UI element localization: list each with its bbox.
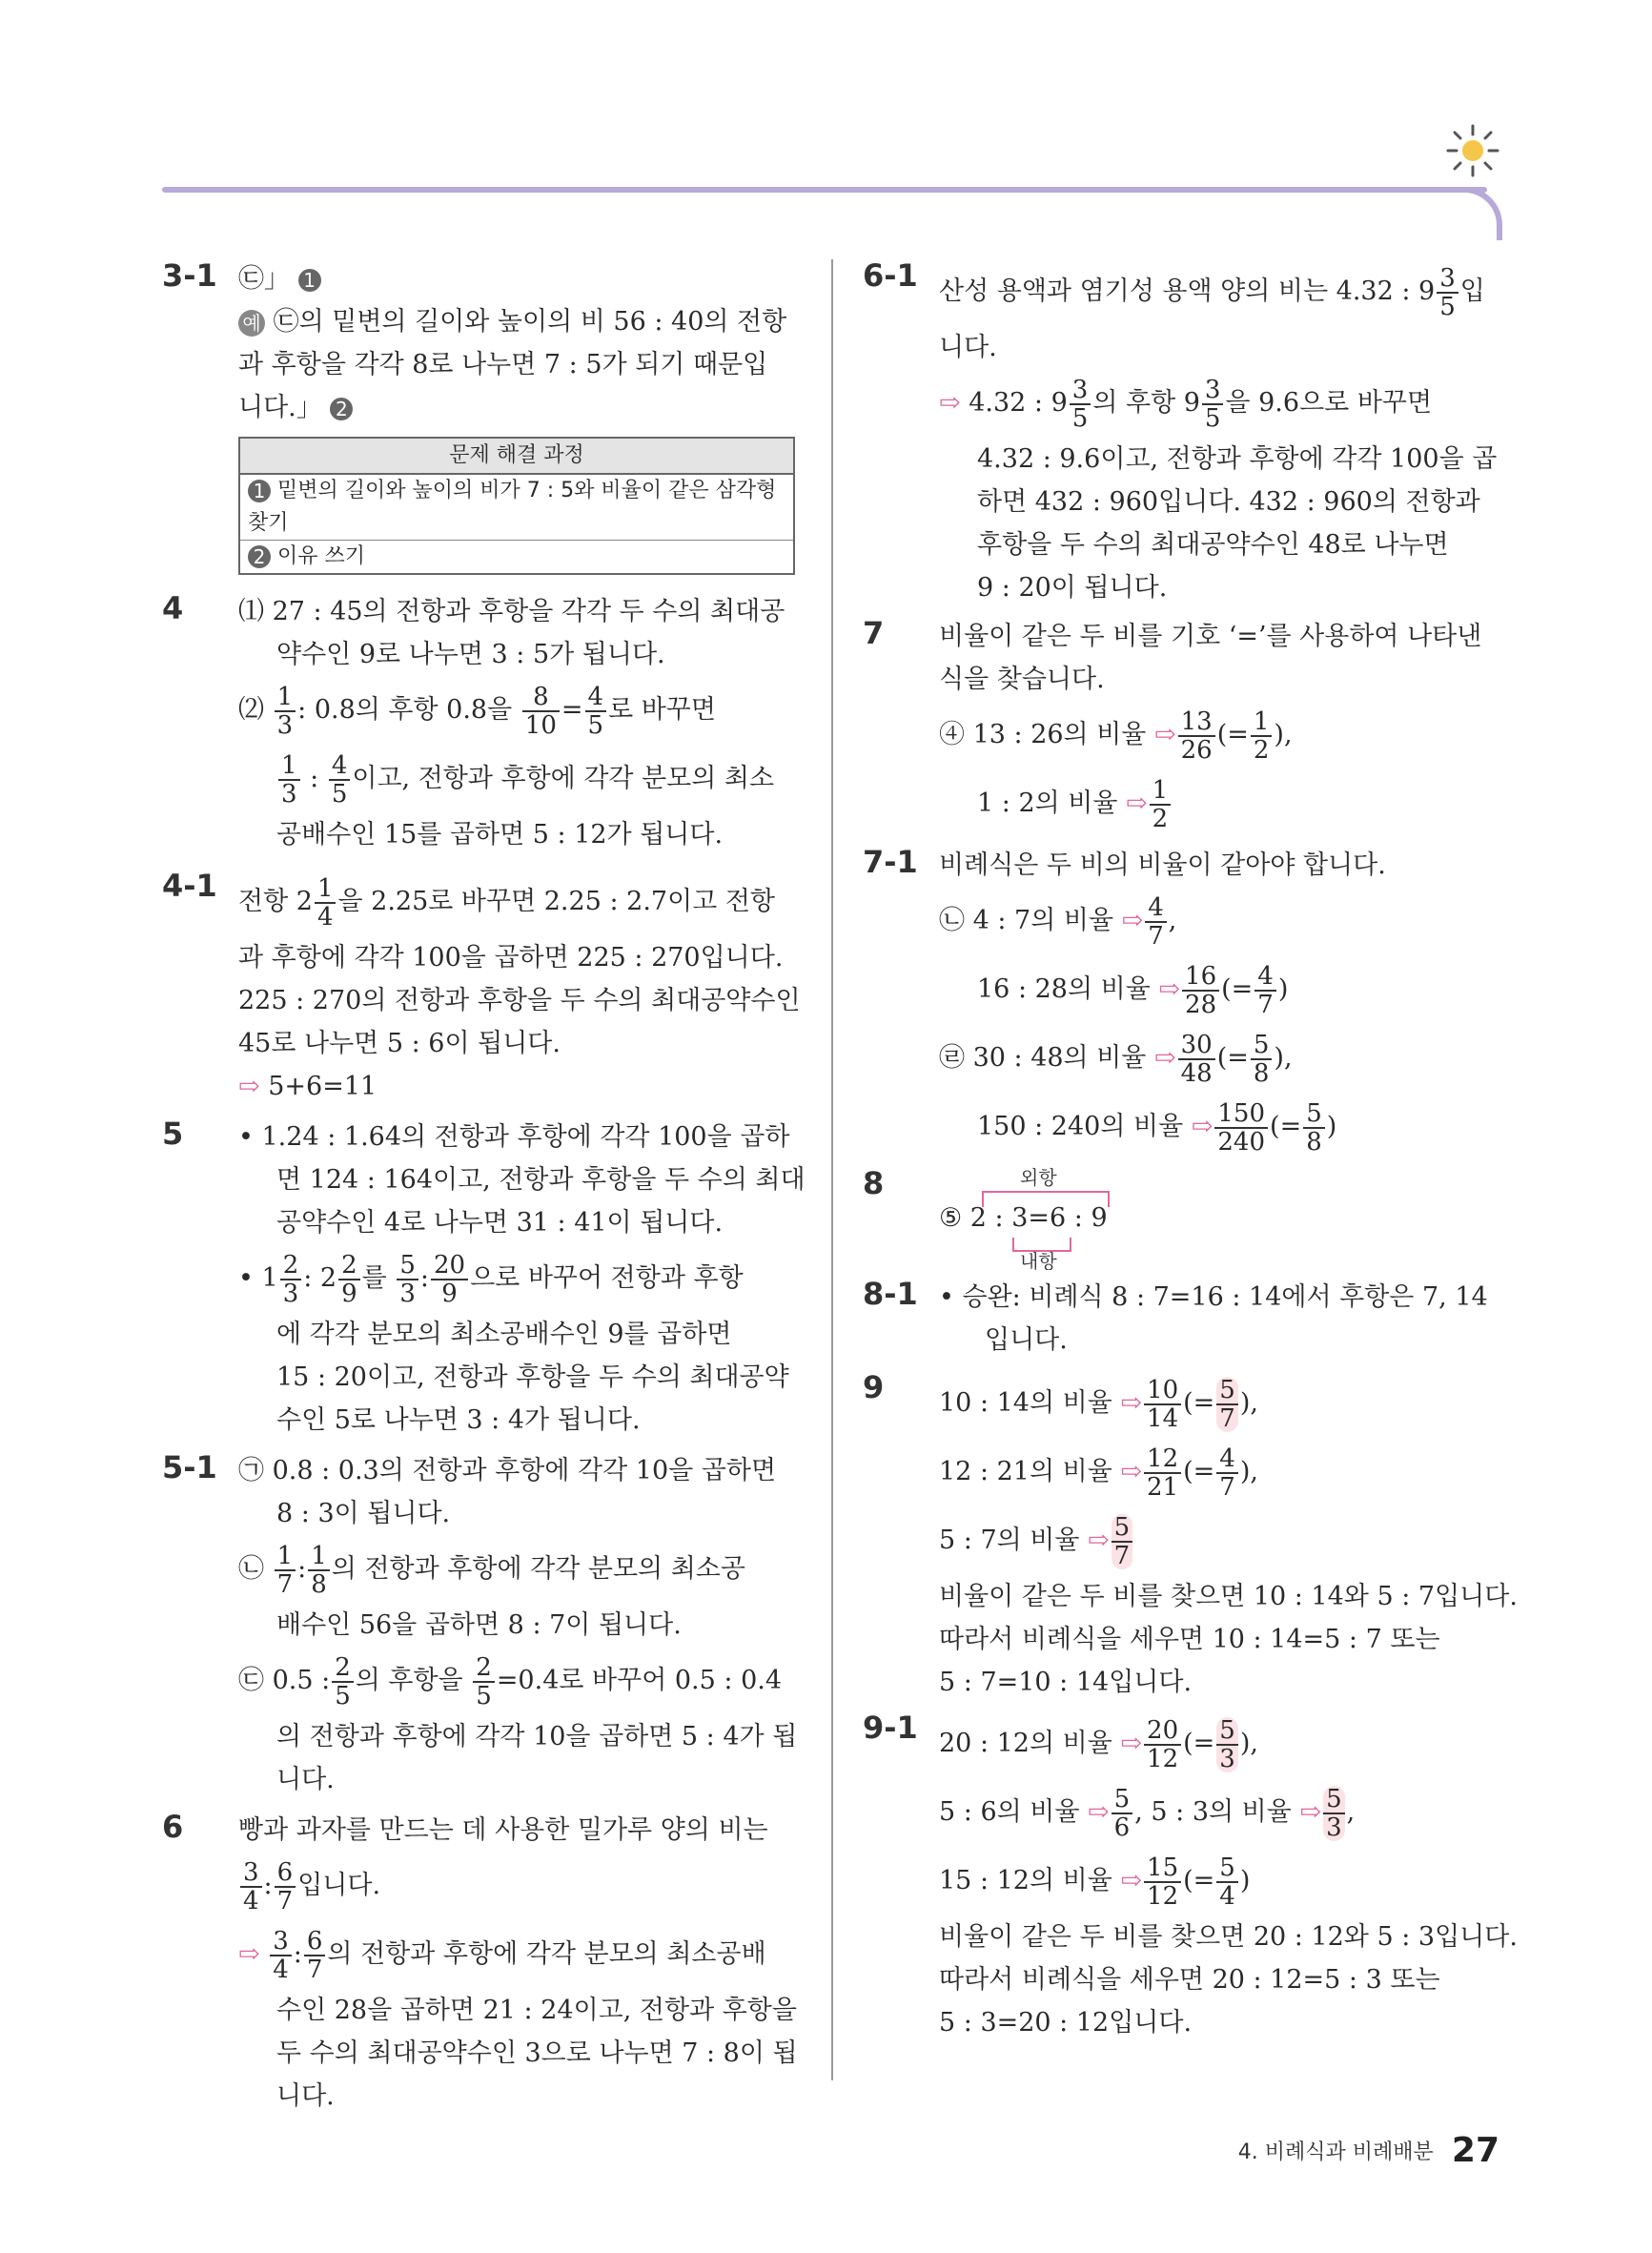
fraction: [1144, 1854, 1181, 1910]
text-line: 과 후항에 각각 100을 곱하면 225 : 270입니다.: [238, 943, 784, 973]
text-span: ,: [1346, 1797, 1356, 1827]
ratio-diagram: [939, 1165, 1501, 1270]
numerator: 1: [1251, 708, 1273, 737]
numerator: 5: [1251, 1032, 1273, 1060]
numerator: 5: [1112, 1514, 1133, 1543]
box-row: [240, 541, 793, 573]
numerator: 1: [1150, 777, 1172, 806]
text-span: ),: [1239, 1457, 1258, 1486]
text-span: ): [1239, 1866, 1251, 1895]
page-footer: [1238, 2131, 1499, 2170]
text-span: :: [419, 1263, 429, 1293]
step-marker-2: 2: [330, 398, 353, 420]
denominator: 26: [1180, 735, 1213, 765]
numerator: 16: [1182, 963, 1219, 992]
text-span: : 0.8의 후항 0.8을: [297, 695, 513, 725]
numerator: 4: [1145, 894, 1167, 923]
denominator: 10: [524, 710, 557, 740]
text-line: 식을 찾습니다.: [939, 665, 1105, 694]
denominator: 5: [587, 710, 604, 740]
numerator: 5: [1216, 1377, 1238, 1405]
numerator: 4: [1216, 1445, 1238, 1474]
problem-number: 6: [162, 1809, 184, 1845]
denominator: 8: [1253, 1058, 1270, 1088]
arrow-icon: ⇨: [1120, 1457, 1143, 1486]
denominator: 5: [476, 1681, 492, 1710]
text-line: 과 후항을 각각 8로 나누면 7 : 5가 되기 때문입: [238, 350, 768, 379]
text-span: 으로 바꾸어 전항과 후항: [470, 1263, 744, 1293]
text-span: ): [1326, 1112, 1337, 1141]
numerator: 4: [1254, 963, 1276, 992]
denominator: 21: [1147, 1472, 1179, 1502]
problem-number: 5-1: [162, 1449, 217, 1485]
step-marker-1: 1: [248, 480, 271, 502]
fraction: [240, 1859, 262, 1915]
text-span: ),: [1239, 1388, 1258, 1418]
numerator: 4: [329, 752, 351, 781]
problem-number: 3-1: [162, 257, 217, 294]
numerator: 13: [1178, 708, 1215, 737]
fraction: [1251, 708, 1273, 764]
denominator: 3: [399, 1279, 416, 1308]
example-badge: 예: [238, 310, 265, 337]
text-span: 의 전항과 후항에 각각 분모의 최소공배: [327, 1939, 766, 1969]
fraction: [473, 1654, 495, 1710]
text-span: ): [1277, 974, 1289, 1004]
numerator: 10: [1144, 1377, 1181, 1405]
denominator: 12: [1147, 1744, 1179, 1773]
numerator: 12: [1144, 1445, 1181, 1474]
text-line: • 1.24 : 1.64의 전항과 후항에 각각 100을 곱하: [238, 1122, 790, 1152]
problem-3-1: [162, 257, 801, 575]
numerator: 1: [275, 684, 296, 712]
text-line: 수인 28을 곱하면 21 : 24이고, 전항과 후항을: [276, 1996, 797, 2025]
denominator: 2: [1152, 804, 1169, 833]
denominator: 7: [1257, 990, 1274, 1019]
denominator: 12: [1147, 1881, 1179, 1911]
numerator: 20: [431, 1252, 468, 1280]
text-span: 10 : 14의 비율: [939, 1388, 1112, 1418]
text-line: 비율이 같은 두 비를 기호 ‘=’를 사용하여 나타낸: [939, 622, 1482, 651]
text-line: 수인 5로 나누면 3 : 4가 됩니다.: [276, 1405, 641, 1435]
denominator: 14: [1147, 1403, 1179, 1433]
text-line: ㉢의 밑변의 길이와 높이의 비 56 : 40의 전항: [273, 307, 787, 337]
denominator: 7: [1113, 1541, 1131, 1570]
text-line: 니다.」: [238, 393, 322, 422]
inner-label: 내항: [1020, 1250, 1057, 1270]
fraction: [1216, 1854, 1238, 1910]
problem-number: 6-1: [863, 257, 918, 294]
fraction: [1144, 1445, 1181, 1501]
fraction: [1216, 1445, 1238, 1501]
arrow-icon: ⇨: [1120, 1729, 1143, 1758]
numerator: 3: [1437, 265, 1458, 294]
numerator: 1: [275, 1543, 296, 1571]
fraction: [275, 1859, 296, 1915]
denominator: 7: [1148, 921, 1164, 951]
chapter-title: 4. 비례식과 비례배분: [1237, 2140, 1434, 2164]
denominator: 5: [335, 1681, 351, 1710]
denominator: 3: [1219, 1744, 1235, 1773]
fraction: [1214, 1100, 1268, 1156]
denominator: 48: [1180, 1058, 1213, 1088]
text-line: 입니다.: [985, 1325, 1068, 1355]
denominator: 6: [1113, 1813, 1131, 1842]
arrow-icon: ⇨: [1088, 1797, 1110, 1827]
denominator: 4: [1219, 1881, 1235, 1911]
text-span: 로 바꾸면: [608, 695, 716, 725]
arrow-icon: ⇨: [1153, 1043, 1176, 1073]
text-span: 5 : 6의 비율: [939, 1797, 1080, 1827]
text-span: (=: [1183, 1388, 1215, 1418]
arrow-icon: ⇨: [1299, 1797, 1322, 1827]
text-line: 후항을 두 수의 최대공약수인 48로 나누면: [977, 530, 1449, 560]
denominator: 7: [306, 1955, 323, 1984]
numerator: 3: [1070, 377, 1091, 405]
text-span: 을 9.6으로 바꾸면: [1225, 388, 1433, 418]
numerator: 30: [1178, 1032, 1215, 1060]
fraction: [1251, 1032, 1273, 1087]
numerator: 5: [1323, 1786, 1345, 1814]
denominator: 7: [1219, 1472, 1235, 1502]
text-span: 의 후항을: [355, 1666, 463, 1695]
problem-5: [162, 1116, 806, 1442]
problem-number: 7-1: [863, 844, 918, 880]
denominator: 5: [1439, 292, 1456, 321]
text-span: 이고, 전항과 후항에 각각 분모의 최소: [352, 764, 775, 793]
problem-number: 4: [162, 590, 184, 626]
text-span: (=: [1183, 1729, 1215, 1758]
fraction: [329, 752, 351, 808]
text-line: 니다.: [276, 2081, 335, 2111]
fraction: [1437, 265, 1458, 320]
text-span: 15 : 12의 비율: [939, 1866, 1112, 1895]
problem-7: [863, 615, 1501, 838]
text-span: ㉡: [238, 1554, 264, 1584]
fraction: [332, 1654, 354, 1710]
text-line: 공약수인 4로 나누면 31 : 41이 됩니다.: [276, 1208, 724, 1238]
text-line: 45로 나누면 5 : 6이 됩니다.: [238, 1029, 561, 1058]
arrow-icon: ⇨: [238, 1072, 260, 1101]
text-span: ,: [1168, 906, 1177, 935]
numerator: 5: [1303, 1100, 1325, 1129]
fraction: [1254, 963, 1276, 1018]
problem-5-1: [162, 1449, 801, 1801]
text-span: ),: [1274, 1043, 1293, 1073]
highlighted-fraction: [1216, 1377, 1238, 1432]
fraction: [1182, 963, 1219, 1018]
numerator: 3: [240, 1859, 262, 1888]
problem-8: [863, 1165, 1501, 1270]
text-span: 1 : 2의 비율: [977, 789, 1118, 818]
numerator: 5: [1216, 1717, 1238, 1746]
fraction: [315, 875, 337, 931]
text-span: (=: [1221, 974, 1254, 1004]
text-span: 를: [361, 1263, 387, 1293]
text-line: • 승완: 비례식 8 : 7=16 : 14에서 후항은 7, 14: [939, 1282, 1488, 1312]
fraction: [1144, 1717, 1181, 1772]
numerator: 8: [522, 684, 560, 712]
text-span: 입니다.: [297, 1871, 381, 1900]
left-column: [162, 257, 806, 2118]
problem-6: [162, 1809, 801, 2118]
denominator: 5: [331, 779, 348, 809]
box-row-text: 밑변의 길이와 높이의 비가 7 : 5와 비율이 같은 삼각형 찾기: [248, 479, 777, 535]
denominator: 3: [1326, 1813, 1342, 1842]
problem-number: 4-1: [162, 868, 217, 904]
text-line: 따라서 비례식을 세우면 20 : 12=5 : 3 또는: [939, 1965, 1440, 1995]
text-span: 입: [1459, 277, 1485, 306]
numerator: 150: [1214, 1100, 1268, 1129]
text-span: =: [561, 695, 583, 725]
text-span: ),: [1274, 720, 1293, 749]
text-span: (=: [1183, 1457, 1215, 1486]
numerator: 20: [1144, 1717, 1181, 1746]
box-title: 문제 해결 과정: [240, 439, 793, 475]
problem-number: 9-1: [863, 1710, 918, 1746]
text-span: ),: [1239, 1729, 1258, 1758]
text-line: 니다.: [939, 333, 997, 362]
denominator: 8: [1306, 1127, 1322, 1157]
text-line: 니다.: [276, 1765, 335, 1794]
fraction: [431, 1252, 468, 1307]
denominator: 7: [276, 1886, 294, 1915]
fraction: [338, 1252, 360, 1307]
box-row-text: 이유 쓰기: [277, 544, 366, 568]
header-rule: [162, 187, 1487, 193]
numerator: 6: [304, 1928, 326, 1956]
problem-8-1: [863, 1276, 1501, 1362]
text-line: 두 수의 최대공약수인 3으로 나누면 7 : 8이 됩: [276, 2038, 798, 2068]
problem-7-1: [863, 844, 1501, 1161]
text-line: 비율이 같은 두 비를 찾으면 20 : 12와 5 : 3입니다.: [939, 1922, 1518, 1952]
text-span: • 1: [238, 1263, 278, 1293]
text-line: 빵과 과자를 만드는 데 사용한 밀가루 양의 비는: [238, 1815, 768, 1845]
denominator: 3: [281, 779, 297, 809]
fraction: [304, 1928, 326, 1983]
text-line: 하면 432 : 960입니다. 432 : 960의 전항과: [977, 487, 1480, 517]
fraction: [270, 1928, 292, 1983]
text-line: 8 : 3이 됩니다.: [276, 1499, 451, 1528]
denominator: 4: [273, 1955, 289, 1984]
text-span: (=: [1216, 720, 1249, 749]
solution-process-box: [238, 437, 795, 575]
column-divider: [831, 259, 833, 2080]
numerator: 4: [585, 684, 607, 712]
denominator: 9: [441, 1279, 458, 1308]
numerator: 15: [1144, 1854, 1181, 1883]
text-span: 20 : 12의 비율: [939, 1729, 1112, 1758]
fraction: [1145, 894, 1167, 950]
denominator: 4: [316, 902, 334, 932]
text-line: 15 : 20이고, 전항과 후항을 두 수의 최대공약: [276, 1362, 789, 1392]
arrow-icon: ⇨: [1121, 906, 1144, 935]
numerator: 2: [473, 1654, 495, 1683]
text-span: , 5 : 3의 비율: [1134, 1797, 1292, 1827]
fraction: [1070, 377, 1091, 432]
step-marker-1: 1: [298, 269, 321, 292]
text-line: 배수인 56을 곱하면 8 : 7이 됩니다.: [276, 1610, 682, 1640]
numerator: 3: [270, 1928, 292, 1956]
numerator: 1: [308, 1543, 330, 1571]
fraction: [275, 684, 296, 739]
text-line: 약수인 9로 나누면 3 : 5가 됩니다.: [276, 640, 665, 669]
text-line: 공배수인 15를 곱하면 5 : 12가 됩니다.: [276, 820, 724, 850]
numerator: 5: [1216, 1854, 1238, 1883]
numerator: 5: [1112, 1786, 1133, 1814]
fraction: [1150, 777, 1172, 832]
problem-number: 5: [162, 1116, 184, 1152]
denominator: 5: [1204, 403, 1221, 433]
sun-icon: [1444, 122, 1501, 179]
numerator: 3: [1202, 377, 1224, 405]
text-span: 5 : 7의 비율: [939, 1526, 1080, 1555]
text-span: :: [293, 1939, 302, 1969]
highlighted-fraction: [1216, 1717, 1238, 1772]
problem-4: 4 ⑴ 27 : 45의 전항과 후항을 각각 두 수의 최대공 약수인 9로 나누면 3 : 5가 됩니다. ⑵ $\frac{1}{3}$ : 0.8의 후항 0.8을 $\frac{8}{10}$ = $\frac{4}{5}$ 로 바꾸면 $\frac{1}{3}$ : $\frac{4}{5}$ 이고, 전항과 후항에 각각 분모의 최소 공배수인 15를 곱하면 5 : 12가 됩니다.: [162, 590, 801, 856]
denominator: 9: [341, 1279, 357, 1308]
text-span: :: [263, 1871, 273, 1900]
text-span: 150 : 240의 비율: [977, 1112, 1184, 1141]
text-line: 따라서 비례식을 세우면 10 : 14=5 : 7 또는: [939, 1625, 1440, 1654]
problem-number: 8: [863, 1165, 885, 1201]
problem-6-1: [863, 257, 1501, 609]
denominator: 240: [1217, 1127, 1266, 1157]
text-span: : 2: [303, 1263, 337, 1293]
fraction: [1303, 1100, 1325, 1156]
text-span: 16 : 28의 비율: [977, 974, 1151, 1004]
arrow-icon: ⇨: [1153, 720, 1176, 749]
arrow-icon: ⇨: [1088, 1526, 1110, 1555]
problem-number: 9: [863, 1369, 885, 1405]
text-span: 12 : 21의 비율: [939, 1457, 1112, 1486]
fraction: [1144, 1377, 1181, 1432]
text-span: ㉡ 4 : 7의 비율: [939, 906, 1114, 935]
text-line: 에 각각 분모의 최소공배수인 9를 곱하면: [276, 1320, 732, 1349]
text-line: 비례식은 두 비의 비율이 같아야 합니다.: [939, 850, 1386, 880]
denominator: 2: [1253, 735, 1270, 765]
text-span: 을 2.25로 바꾸면 2.25 : 2.7이고 전항: [337, 887, 775, 916]
problem-9-1: [863, 1710, 1518, 2044]
text-span: 산성 용액과 염기성 용액 양의 비는 4.32 : 9: [939, 277, 1436, 306]
numerator: 5: [397, 1252, 418, 1280]
text-span: 5+6=11: [268, 1072, 377, 1101]
problem-4-1: [162, 868, 801, 1108]
text-span: 4.32 : 9: [969, 388, 1068, 418]
step-marker-2: 2: [248, 545, 271, 568]
outer-label: 외항: [1020, 1166, 1057, 1189]
denominator: 7: [1219, 1403, 1235, 1433]
fraction: [397, 1252, 418, 1307]
fraction: [1112, 1786, 1133, 1841]
highlighted-fraction: [1112, 1514, 1133, 1569]
denominator: 28: [1185, 990, 1217, 1019]
text-span: ㉣ 30 : 48의 비율: [939, 1043, 1147, 1073]
numerator: 2: [280, 1252, 302, 1280]
text-line: 면 124 : 164이고, 전항과 후항을 두 수의 최대: [276, 1165, 806, 1195]
text-line: 비율이 같은 두 비를 찾으면 10 : 14와 5 : 7입니다.: [939, 1582, 1518, 1611]
proportion-expression: ⑤ 2 : 3=6 : 9: [939, 1203, 1108, 1233]
arrow-icon: ⇨: [939, 388, 961, 418]
arrow-icon: ⇨: [1126, 789, 1148, 818]
text-span: 의 후항 9: [1092, 388, 1200, 418]
highlighted-fraction: [1323, 1786, 1345, 1841]
numerator: 1: [278, 752, 300, 781]
header-rule-curve: [1430, 187, 1502, 240]
answer-text: ㉢」: [238, 264, 290, 294]
numerator: 1: [315, 875, 337, 904]
text-line: 4.32 : 9.6이고, 전항과 후항에 각각 100을 곱: [977, 444, 1498, 474]
page-number: 27: [1451, 2131, 1499, 2170]
problem-number: 7: [863, 615, 885, 651]
arrow-icon: ⇨: [1158, 974, 1181, 1004]
fraction: [585, 684, 607, 739]
text-span: (=: [1216, 1043, 1249, 1073]
denominator: 3: [282, 1279, 299, 1308]
fraction: [522, 684, 560, 739]
text-line: 5 : 3=20 : 12입니다.: [939, 2008, 1193, 2038]
text-span: ④ 13 : 26의 비율: [939, 720, 1147, 749]
denominator: 8: [311, 1569, 327, 1599]
fraction: [1178, 1032, 1215, 1087]
text-line: 225 : 270의 전항과 후항을 두 수의 최대공약수인: [238, 986, 801, 1015]
text-line: ㉠ 0.8 : 0.3의 전항과 후항에 각각 10을 곱하면: [238, 1456, 777, 1485]
arrow-icon: ⇨: [238, 1939, 260, 1969]
text-span: ⑵: [238, 695, 264, 725]
arrow-icon: ⇨: [1191, 1112, 1214, 1141]
denominator: 7: [276, 1569, 294, 1599]
arrow-icon: ⇨: [1120, 1388, 1143, 1418]
text-span: :: [297, 1554, 307, 1584]
text-span: ㉢ 0.5 :: [238, 1666, 331, 1695]
fraction: [308, 1543, 330, 1598]
fraction: [278, 752, 300, 808]
text-span: (=: [1270, 1112, 1302, 1141]
text-line: 5 : 7=10 : 14입니다.: [939, 1668, 1193, 1697]
arrow-icon: ⇨: [1120, 1866, 1143, 1895]
text-span: =0.4로 바꾸어 0.5 : 0.4: [496, 1666, 783, 1695]
fraction: [280, 1252, 302, 1307]
problem-number: 8-1: [863, 1276, 918, 1312]
text-span: 전항 2: [238, 887, 313, 916]
numerator: 2: [332, 1654, 354, 1683]
fraction: [1178, 708, 1215, 764]
numerator: 2: [338, 1252, 360, 1280]
problem-9: [863, 1369, 1518, 1704]
box-row: [240, 475, 793, 541]
text-line: ⑴ 27 : 45의 전항과 후항을 각각 두 수의 최대공: [238, 597, 785, 626]
right-column: [863, 257, 1518, 2044]
denominator: 4: [243, 1886, 259, 1915]
fraction: [275, 1543, 296, 1598]
denominator: 3: [276, 710, 294, 740]
numerator: 6: [275, 1859, 296, 1888]
denominator: 5: [1071, 403, 1089, 433]
text-span: 의 전항과 후항에 각각 분모의 최소공: [331, 1554, 745, 1584]
text-line: 9 : 20이 됩니다.: [977, 573, 1168, 603]
text-span: (=: [1183, 1866, 1215, 1895]
fraction: [1202, 377, 1224, 432]
text-line: 의 전항과 후항에 각각 10을 곱하면 5 : 4가 됩: [276, 1722, 798, 1751]
